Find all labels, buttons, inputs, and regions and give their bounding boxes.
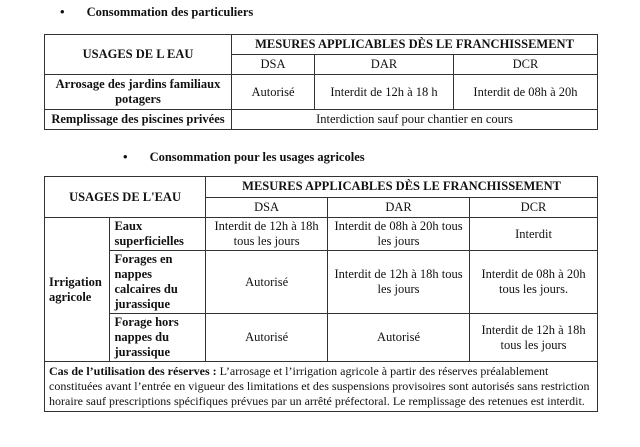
col-dcr: DCR [454,55,598,75]
section-title: Consommation pour les usages agricoles [149,150,365,164]
section-title: Consommation des particuliers [86,5,254,19]
dar-cell: Interdit de 12h à 18 h [315,75,454,110]
col-dar: DAR [328,197,470,218]
group-label: Irrigation agricole [45,218,110,362]
col-dsa: DSA [206,197,328,218]
agricole-table [44,176,598,412]
sub-usage-cell: Eaux superficielles [110,218,206,251]
sub-usage-cell: Forage hors nappes du jurassique [110,314,206,362]
section-agricole-heading [123,149,365,165]
measures-header: MESURES APPLICABLES DÈS LE FRANCHISSEMENT [206,177,598,198]
col-dcr: DCR [470,197,598,218]
col-dar: DAR [315,55,454,75]
dcr-cell: Interdit [470,218,598,251]
sub-usage-cell: Forages en nappes calcaires du jurassique [110,251,206,314]
reserves-note [45,362,598,412]
note-label: Cas de l’utilisation des réserves : [49,364,217,378]
dcr-cell: Interdit de 08h à 20h [454,75,598,110]
dsa-cell: Autorisé [232,75,315,110]
dsa-cell: Autorisé [206,251,328,314]
dar-cell: Autorisé [328,314,470,362]
dcr-cell: Interdit de 08h à 20h tous les jours. [470,251,598,314]
dsa-cell: Interdit de 12h à 18h tous les jours [206,218,328,251]
usage-header: USAGES DE L'EAU [45,177,206,218]
usage-cell: Remplissage des piscines privées [45,110,232,130]
dcr-cell: Interdit de 12h à 18h tous les jours [470,314,598,362]
particuliers-table [44,34,598,130]
usage-header: USAGES DE L EAU [45,35,232,75]
measures-header: MESURES APPLICABLES DÈS LE FRANCHISSEMENT [232,35,598,55]
usage-cell: Arrosage des jardins familiaux potagers [45,75,232,110]
section-particuliers-heading [60,4,253,20]
note-text: L’arrosage et l’irrigation agricole à partir des réserves préalablement constituées avant l’entrée en vigueur des limitations et des suspensions provisoires sont autorisés sans restriction horaire sauf prescriptions spécifiques prévues par un arrêté préfectoral. Le remplissage des retenues est interdit. [49,364,590,408]
bullet-icon: • [123,149,128,164]
bullet-icon: • [60,4,65,19]
dar-cell: Interdit de 12h à 18h tous les jours [328,251,470,314]
merged-measure-cell: Interdiction sauf pour chantier en cours [232,110,598,130]
col-dsa: DSA [232,55,315,75]
dar-cell: Interdit de 08h à 20h tous les jours [328,218,470,251]
dsa-cell: Autorisé [206,314,328,362]
